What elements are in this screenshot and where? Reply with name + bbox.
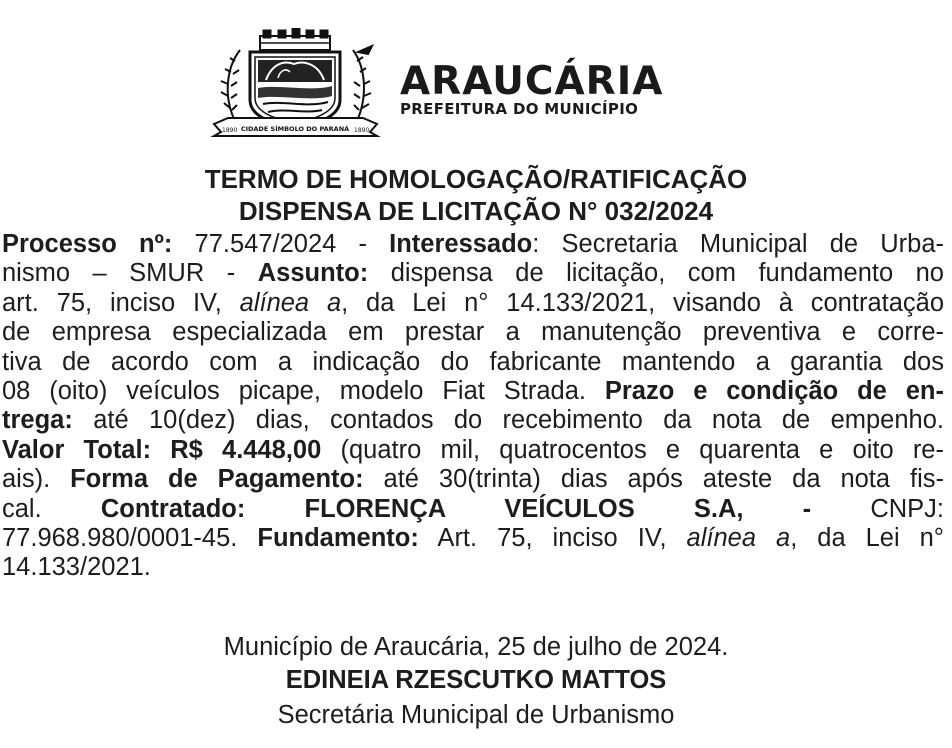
body-text-segment: 08 (oito) veículos picape, modelo Fiat Strada. bbox=[2, 377, 605, 406]
body-line bbox=[2, 348, 944, 377]
body-line bbox=[2, 495, 944, 524]
body-text-segment: , da Lei n° bbox=[790, 524, 944, 553]
body-line bbox=[2, 259, 944, 288]
italic-text: alínea a bbox=[686, 524, 791, 553]
body-text-segment: dispensa de licitação, com fundamento no bbox=[368, 259, 944, 288]
crest-year-right: 1890 bbox=[354, 127, 370, 134]
crest-ribbon-text: CIDADE SÍMBOLO DO PARANÁ bbox=[240, 125, 350, 133]
organization-name: ARAUCÁRIA bbox=[400, 59, 664, 104]
body-text-segment: , da Lei n° 14.133/2021, visando à contratação bbox=[341, 288, 945, 317]
organization-block bbox=[400, 59, 664, 118]
body-line bbox=[2, 289, 944, 318]
body-line bbox=[2, 406, 944, 435]
body-text-segment: tiva de acordo com a indicação do fabricante mantendo a garantia dos bbox=[2, 347, 944, 376]
bold-label: Interessado bbox=[389, 230, 533, 258]
bold-label: trega: bbox=[2, 406, 73, 435]
signatory-name: EDINEIA RZESCUTKO MATTOS bbox=[285, 666, 667, 694]
bold-label: Processo nº: bbox=[2, 230, 173, 258]
organization-subtitle: PREFEITURA DO MUNICÍPIO bbox=[400, 100, 639, 118]
document-subtitle: DISPENSA DE LICITAÇÃO N° 032/2024 bbox=[238, 196, 714, 226]
body-text-segment: art. 75, inciso IV, bbox=[2, 288, 240, 317]
body-text-segment: até 30(trinta) dias após ateste da nota fis- bbox=[363, 465, 944, 494]
bold-label: Fundamento: bbox=[257, 524, 419, 553]
document-body bbox=[2, 230, 944, 583]
body-text-segment: 77.968.980/0001-45. bbox=[2, 524, 258, 553]
bold-label: Forma de Pagamento: bbox=[70, 465, 364, 494]
body-line bbox=[2, 465, 944, 494]
bold-label: Contratado: FLORENÇA VEÍCULOS S.A, - bbox=[100, 494, 812, 523]
crest-year-left: 1890 bbox=[222, 127, 238, 134]
body-text-segment: ais). bbox=[2, 465, 71, 494]
body-text-segment: 14.133/2021. bbox=[2, 553, 151, 582]
body-text-segment: CNPJ: bbox=[811, 494, 944, 523]
bold-label: Assunto: bbox=[257, 259, 369, 288]
bold-label: Valor Total: R$ 4.448,00 bbox=[2, 435, 322, 464]
body-line bbox=[2, 436, 944, 465]
letterhead bbox=[208, 28, 748, 140]
document-title: TERMO DE HOMOLOGAÇÃO/RATIFICAÇÃO bbox=[204, 164, 748, 194]
body-text-segment: : Secretaria Municipal de Urba- bbox=[532, 230, 945, 258]
body-text-segment: nismo – SMUR - bbox=[2, 259, 258, 288]
body-line bbox=[2, 553, 944, 582]
body-line bbox=[2, 318, 944, 347]
body-line bbox=[2, 377, 944, 406]
body-text-segment: 77.547/2024 - bbox=[172, 230, 390, 258]
signatory-role: Secretária Municipal de Urbanismo bbox=[277, 701, 675, 729]
bold-label: Prazo e condição de en- bbox=[604, 377, 945, 406]
body-line bbox=[2, 230, 944, 259]
body-line bbox=[2, 524, 944, 553]
place-and-date: Município de Araucária, 25 de julho de 2024. bbox=[223, 633, 729, 661]
body-text-segment: Art. 75, inciso IV, bbox=[418, 524, 687, 553]
body-text-segment: de empresa especializada em prestar a manutenção preventiva e corre- bbox=[2, 318, 944, 347]
body-text-segment: cal. bbox=[2, 494, 101, 523]
italic-text: alínea a bbox=[239, 288, 342, 317]
coat-of-arms-icon bbox=[208, 28, 383, 138]
body-text-segment: até 10(dez) dias, contados do recebimento da nota de empenho. bbox=[72, 406, 944, 435]
body-text-segment: (quatro mil, quatrocentos e quarenta e oito re- bbox=[321, 435, 944, 464]
